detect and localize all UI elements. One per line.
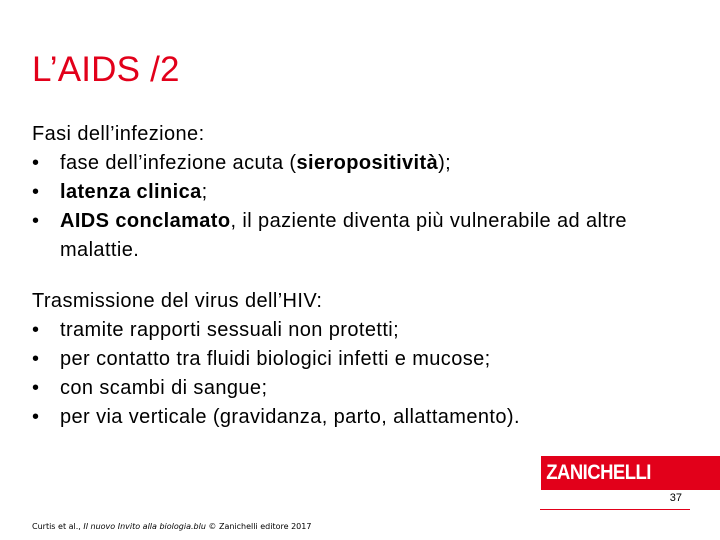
bullet-icon: • xyxy=(32,210,40,232)
page-number: 37 xyxy=(669,492,682,504)
transmission-item-text: per via verticale (gravidanza, parto, allattamento). xyxy=(60,406,520,428)
footer-book-title: Il nuovo Invito alla biologia.blu xyxy=(83,522,206,531)
footer-credit xyxy=(32,522,311,531)
transmission-list xyxy=(32,316,520,432)
phase-item-bold: sieropositività xyxy=(296,152,439,174)
footer-divider xyxy=(540,509,690,510)
transmission-heading: Trasmissione del virus dell’HIV: xyxy=(32,290,323,312)
footer-suffix: © Zanichelli editore 2017 xyxy=(205,522,312,531)
transmission-section xyxy=(32,287,520,432)
transmission-item xyxy=(32,316,520,345)
bullet-icon: • xyxy=(32,181,40,203)
bullet-icon: • xyxy=(32,319,40,341)
zanichelli-logo: ZANICHELLI xyxy=(541,456,699,490)
transmission-item xyxy=(32,374,520,403)
bullet-icon: • xyxy=(32,348,40,370)
phase-item-bold: latenza clinica xyxy=(60,181,202,203)
phases-heading: Fasi dell’infezione: xyxy=(32,123,205,145)
phase-item-latency xyxy=(32,178,700,207)
phase-item-acute xyxy=(32,149,700,178)
phase-item-text: fase dell’infezione acuta ( xyxy=(60,152,297,174)
transmission-item-text: con scambi di sangue; xyxy=(60,377,268,399)
phase-item-tail: , il paziente diventa più vulnerabile ad altre malattie. xyxy=(60,210,627,261)
bullet-icon: • xyxy=(32,406,40,428)
slide-title: L’AIDS /2 xyxy=(32,50,180,89)
transmission-item xyxy=(32,403,520,432)
phase-item-tail: ; xyxy=(201,181,208,203)
bullet-icon: • xyxy=(32,377,40,399)
phases-list xyxy=(32,149,700,265)
transmission-item-text: per contatto tra fluidi biologici infetti e mucose; xyxy=(60,348,491,370)
transmission-item-text: tramite rapporti sessuali non protetti; xyxy=(60,319,400,341)
phase-item-aids xyxy=(32,207,700,265)
phase-item-bold: AIDS conclamato xyxy=(60,210,231,232)
phase-item-tail: ); xyxy=(438,152,452,174)
bullet-icon: • xyxy=(32,152,40,174)
transmission-item xyxy=(32,345,520,374)
phases-section xyxy=(32,120,700,265)
footer-prefix: Curtis et al., xyxy=(32,522,84,531)
